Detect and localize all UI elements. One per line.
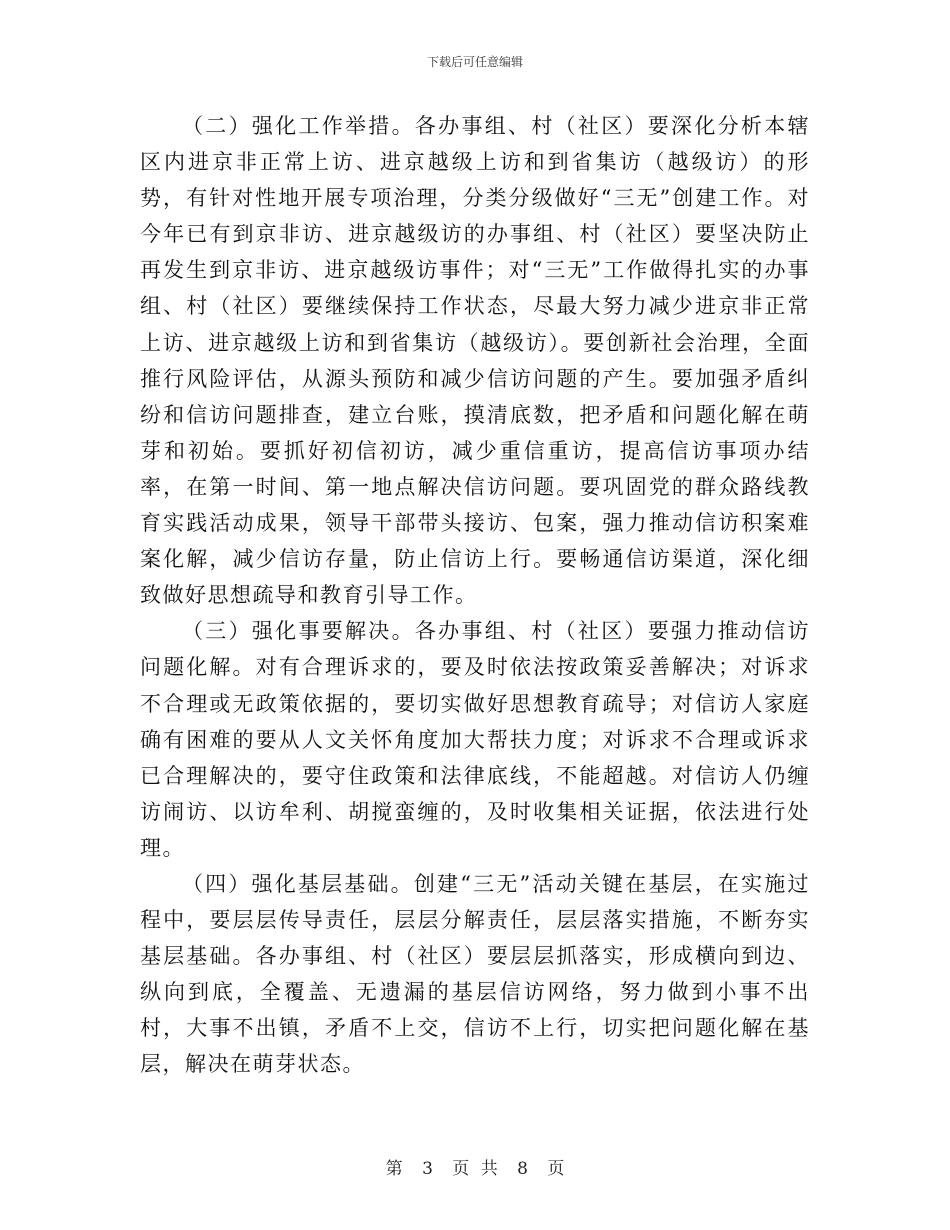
footer-middle: 页 共 (452, 1159, 498, 1179)
paragraph-4: （四）强化基层基础。创建“三无”活动关键在基层，在实施过程中，要层层传导责任，层层分解责任，层层落实措施，不断夯实基层基础。各办事组、村（社区）要层层抓落实，形成横向到边、纵向到底，全覆盖、无遗漏的基层信访网络，努力做到小事不出村，大事不出镇，矛盾不上交，信访不上行，切实把问题化解在基层，解决在萌芽状态。 (140, 871, 810, 1077)
total-page-number: 8 (517, 1159, 528, 1179)
header-note: 下载后可任意编辑 (426, 55, 523, 69)
footer-suffix: 页 (547, 1159, 565, 1179)
paragraph-2: （二）强化工作举措。各办事组、村（社区）要深化分析本辖区内进京非正常上访、进京越级上访和到省集访（越级访）的形势，有针对性地开展专项治理，分类分级做好“三无”创建工作。对今年已有到京非访、进京越级访的办事组、村（社区）要坚决防止再发生到京非访、进京越级访事件；对“三无”工作做得扎实的办事组、村（社区）要继续保持工作状态，尽最大努力减少进京非正常上访、进京越级上访和到省集访（越级访）。要创新社会治理，全面推行风险评估，从源头预防和减少信访问题的产生。要加强矛盾纠纷和信访问题排查，建立台账，摸清底数，把矛盾和问题化解在萌芽和初始。要抓好初信初访，减少重信重访，提高信访事项办结率，在第一时间、第一地点解决信访问题。要巩固党的群众路线教育实践活动成果，领导干部带头接访、包案，强力推动信访积案难案化解，减少信访存量，防止信访上行。要畅通信访渠道，深化细致做好思想疏导和教育引导工作。 (140, 114, 810, 608)
document-body (140, 108, 810, 1083)
footer-prefix: 第 (385, 1159, 403, 1179)
current-page-number: 3 (422, 1159, 433, 1179)
paragraph-3: （三）强化事要解决。各办事组、村（社区）要强力推动信访问题化解。对有合理诉求的，要及时依法按政策妥善解决；对诉求不合理或无政策依据的，要切实做好思想教育疏导；对信访人家庭确有困难的要从人文关怀角度加大帮扶力度；对诉求不合理或诉求已合理解决的，要守住政策和法律底线，不能超越。对信访人仍缠访闹访、以访牟利、胡搅蛮缠的，及时收集相关证据，依法进行处理。 (140, 619, 810, 860)
page-footer (0, 1154, 950, 1179)
